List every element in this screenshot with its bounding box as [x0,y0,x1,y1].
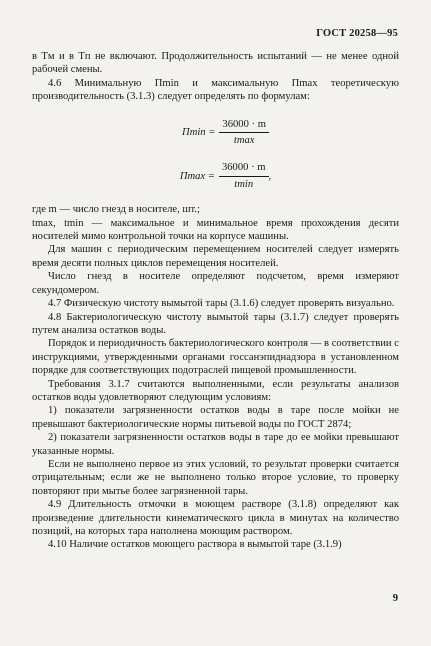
paragraph: Требования 3.1.7 считаются выполненными, если результаты анализов остатков воды удовлетворяют следующим условиям: [32,378,399,403]
formula-lhs: Пmax = [179,170,215,182]
fraction-denominator: tmin [234,178,254,190]
paragraph: 2) показатели загрязненности остатков воды в таре до ее мойки превышают указанные нормы. [32,432,399,457]
paragraph: 4.7 Физическую чистоту вымытой тары (3.1.6) следует проверять визуально. [48,298,395,310]
document-header: ГОСТ 20258—95 [316,28,398,39]
paragraph: 1) показатели загрязненности остатков воды в таре после мойки не превышают бактериологические нормы питьевой воды по ГОСТ 2874; [32,405,399,430]
fraction-denominator: tmax [233,135,255,147]
page-number: 9 [392,593,398,604]
fraction [219,118,269,148]
fraction [219,161,269,191]
formula-tail: , [268,170,272,182]
document-body [32,50,399,552]
paragraph: 4.8 Бактериологическую чистоту вымытой тары (3.1.7) следует проверять путем анализа остатков воды. [32,311,399,336]
paragraph: Число гнезд в носителе определяют подсчетом, время измеряют секундомером. [32,271,399,296]
paragraph: в Tм и в Tп не включают. Продолжительность испытаний — не менее одной рабочей смены. [32,51,399,76]
formula-lhs: Пmin = [182,126,216,138]
paragraph: где m — число гнезд в носителе, шт.; [32,204,200,216]
paragraph: 4.10 Наличие остатков моющего раствора в вымытой таре (3.1.9) [48,539,342,551]
paragraph: tmax, tmin — максимальное и минимальное время прохождения десяти носителей мимо контрольной точки на корпусе машины. [32,217,399,243]
fraction-numerator: 36000 · m [219,118,269,133]
paragraph: Порядок и периодичность бактериологического контроля — в соответствии с инструкциями, утвержденными органами госсанэпиднадзора в установленном порядке для соответствующих подотраслей пищевой промышленности. [32,338,399,377]
paragraph: 4.9 Длительность отмочки в моющем растворе (3.1.8) определяют как произведение длительности кинематического цикла в минутах на количество позиций, на которых тара наполнена моющим раствором. [32,499,399,537]
formula-pmin [32,118,399,148]
paragraph: Если не выполнено первое из этих условий, то результат проверки считается отрицательным; если же не выполнено только второе условие, то проверку повторяют при мытье более загрязненной тары. [32,458,399,497]
paragraph: Для машин с периодическим перемещением носителей следует измерять время десяти полных циклов перемещения носителей. [32,244,399,269]
fraction-numerator: 36000 · m [219,161,269,176]
paragraph: 4.6 Минимальную Пmin и максимальную Пmax теоретическую производительность (3.1.3) следует определять по формулам: [32,77,399,103]
formula-pmax [32,161,399,191]
